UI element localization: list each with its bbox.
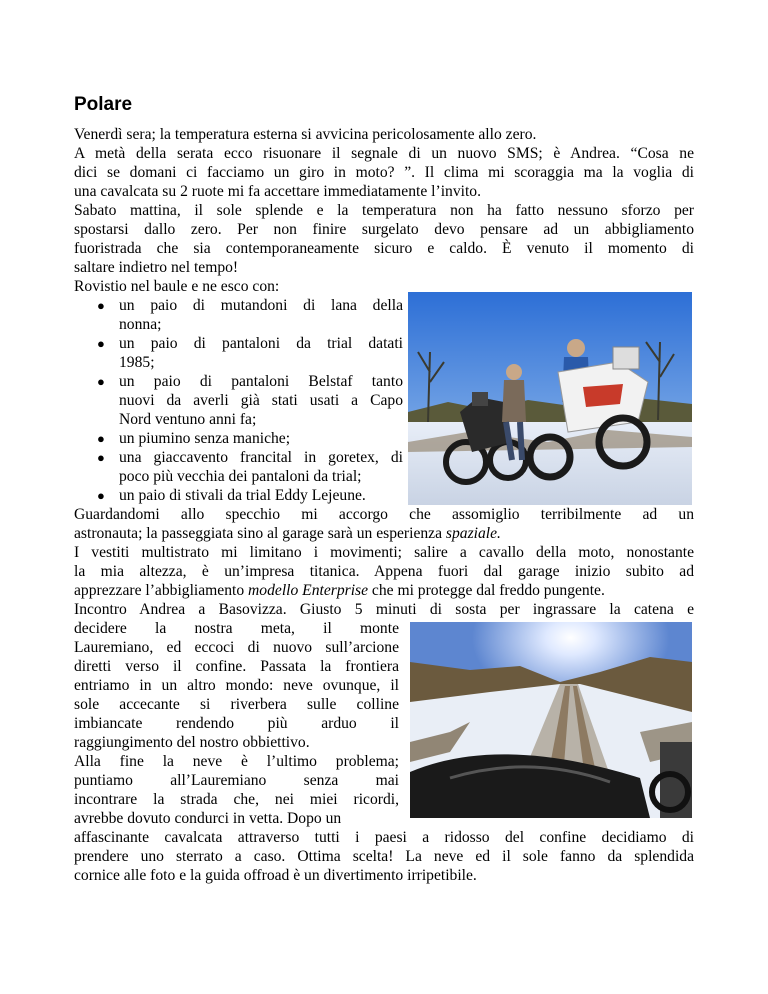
page-title: Polare bbox=[74, 94, 133, 115]
paragraph-line: Alla fine la neve è l’ultimo problema; bbox=[74, 753, 399, 770]
bullet-icon: ● bbox=[97, 450, 105, 465]
list-item: poco più vecchia dei pantaloni da trial; bbox=[119, 468, 362, 485]
motorcycles-snow-photo bbox=[408, 292, 692, 505]
paragraph-line: una cavalcata su 2 ruote mi fa accettare immediatamente l’invito. bbox=[74, 183, 481, 200]
paragraph-line: astronauta; la passeggiata sino al garage sarà un esperienza spaziale. bbox=[74, 525, 501, 542]
list-item: un paio di pantaloni da trial datati bbox=[119, 335, 403, 352]
list-item: un paio di pantaloni Belstaf tanto bbox=[119, 373, 403, 390]
paragraph-line: prendere uno sterrato a caso. Ottima scelta! La neve ed il sole fanno da splendida bbox=[74, 848, 694, 865]
paragraph-line: spostarsi dallo zero. Per non finire surgelato devo pensare ad un abbigliamento bbox=[74, 221, 694, 238]
paragraph-line: la mia altezza, è un’impresa titanica. Appena fuori dal garage inizio subito ad bbox=[74, 563, 694, 580]
paragraph-line: A metà della serata ecco risuonare il segnale di un nuovo SMS; è Andrea. “Cosa ne bbox=[74, 145, 694, 162]
snowy-road-photo bbox=[410, 622, 692, 818]
paragraph-line: affascinante cavalcata attraverso tutti i paesi a ridosso del confine decidiamo di bbox=[74, 829, 694, 846]
paragraph-line: Lauremiano, ed eccoci di nuovo sull’arcione bbox=[74, 639, 399, 656]
list-item: Nord ventuno anni fa; bbox=[119, 411, 257, 428]
paragraph-line: decidere la nostra meta, il monte bbox=[74, 620, 399, 637]
paragraph-line: dici se domani ci facciamo un giro in moto? ”. Il clima mi scoraggia ma la voglia di bbox=[74, 164, 694, 181]
paragraph-line: Incontro Andrea a Basovizza. Giusto 5 minuti di sosta per ingrassare la catena e bbox=[74, 601, 694, 618]
list-item: nuovi da averli già stati usati a Capo bbox=[119, 392, 403, 409]
paragraph-line: Venerdì sera; la temperatura esterna si avvicina pericolosamente allo zero. bbox=[74, 126, 537, 143]
paragraph-line: Guardandomi allo specchio mi accorgo che assomiglio terribilmente ad un bbox=[74, 506, 694, 523]
bullet-icon: ● bbox=[97, 488, 105, 503]
paragraph-line: puntiamo all’Lauremiano senza mai bbox=[74, 772, 399, 789]
paragraph-line: raggiungimento del nostro obbiettivo. bbox=[74, 734, 310, 751]
list-item: una giaccavento francital in goretex, di bbox=[119, 449, 403, 466]
paragraph-line: entriamo in un altro mondo: neve ovunque, il bbox=[74, 677, 399, 694]
paragraph-line: diretti verso il confine. Passata la frontiera bbox=[74, 658, 399, 675]
paragraph-line: fuoristrada che sia contemporaneamente sicuro e caldo. È venuto il momento di bbox=[74, 240, 694, 257]
paragraph-line: Rovistio nel baule e ne esco con: bbox=[74, 278, 280, 295]
bullet-icon: ● bbox=[97, 336, 105, 351]
paragraph-line: cornice alle foto e la guida offroad è un divertimento irripetibile. bbox=[74, 867, 477, 884]
list-item: un paio di mutandoni di lana della bbox=[119, 297, 403, 314]
paragraph-line: incontrare la strada che, nei miei ricordi, bbox=[74, 791, 399, 808]
paragraph-line: apprezzare l’abbigliamento modello Enterprise che mi protegge dal freddo pungente. bbox=[74, 582, 605, 599]
list-item: nonna; bbox=[119, 316, 162, 333]
list-item: un piumino senza maniche; bbox=[119, 430, 291, 447]
list-item: 1985; bbox=[119, 354, 155, 371]
bullet-icon: ● bbox=[97, 374, 105, 389]
list-item: un paio di stivali da trial Eddy Lejeune. bbox=[119, 487, 366, 504]
bullet-icon: ● bbox=[97, 431, 105, 446]
paragraph-line: I vestiti multistrato mi limitano i movimenti; salire a cavallo della moto, nonostante bbox=[74, 544, 694, 561]
paragraph-line: saltare indietro nel tempo! bbox=[74, 259, 239, 276]
bullet-icon: ● bbox=[97, 298, 105, 313]
paragraph-line: sole accecante si riverbera sulle colline bbox=[74, 696, 399, 713]
paragraph-line: imbiancate rendendo più arduo il bbox=[74, 715, 399, 732]
paragraph-line: Sabato mattina, il sole splende e la temperatura non ha fatto nessuno sforzo per bbox=[74, 202, 694, 219]
paragraph-line: avrebbe dovuto condurci in vetta. Dopo un bbox=[74, 810, 342, 827]
